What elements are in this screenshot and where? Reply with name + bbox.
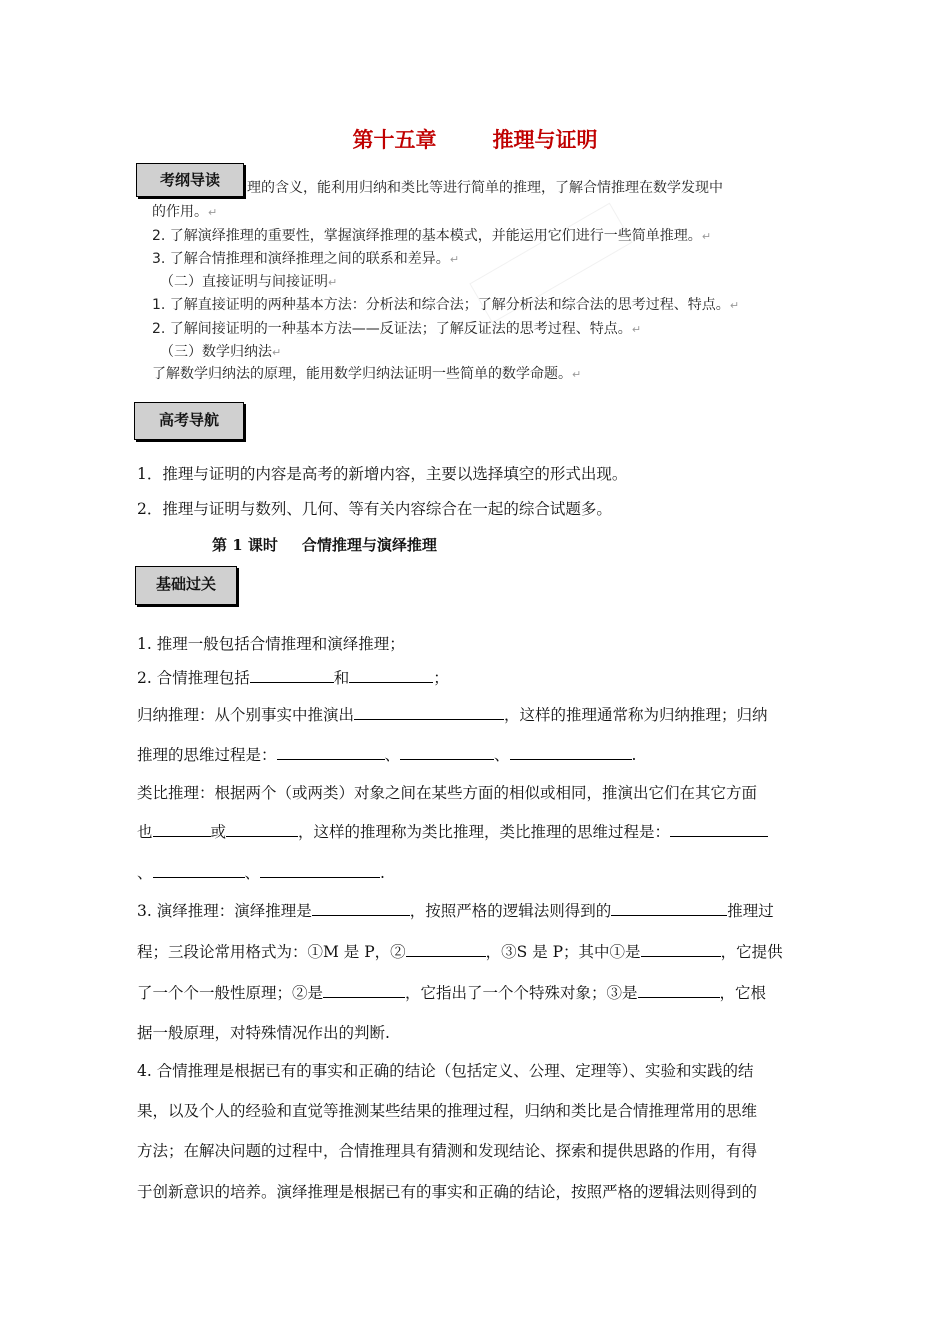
blank-field [250,667,334,683]
basic-q2-line3: 推理的思维过程是： 、 、 . [137,746,637,764]
blank-field [641,941,721,957]
blank-field [400,744,494,760]
blank-field [354,704,504,720]
basic-q3-line1: 3. 演绎推理：演绎推理是 ，按照严格的逻辑法则得到的 推理过 [137,902,774,920]
chapter-number: 第十五章 [352,128,437,152]
outline-line-2: 2. 了解演绎推理的重要性，掌握演绎推理的基本模式，并能运用它们进行一些简单推理。↵ [152,228,712,244]
chapter-topic: 推理与证明 [492,128,598,152]
blank-field [670,821,768,837]
basic-q2-line6: 、 、 . [137,864,385,882]
blank-field [638,982,720,998]
basic-q4-line3: 方法；在解决问题的过程中，合情推理具有猜测和发现结论、探索和提供思路的作用，有得 [137,1142,758,1160]
basic-q4-line4: 于创新意识的培养。演绎推理是根据已有的事实和正确的结论，按照严格的逻辑法则得到的 [137,1183,758,1201]
outline-heading: 考纲导读 [159,171,220,189]
basic-q2-line1: 2. 合情推理包括 和 ； [137,669,449,687]
nav-point-1: 1．推理与证明的内容是高考的新增内容，主要以选择填空的形式出现。 [137,465,628,483]
outline-section-2: （二）直接证明与间接证明↵ [160,274,338,290]
basic-q4-line1: 4. 合情推理是根据已有的事实和正确的结论（包括定义、公理、定理等）、实验和实践的结 [137,1062,754,1080]
outline-line-1b: 的作用。↵ [152,204,218,220]
lesson-title [212,534,437,555]
outline-line-3: 3. 了解合情推理和演绎推理之间的联系和差异。↵ [152,251,460,267]
outline-line-1a: 理的含义，能利用归纳和类比等进行简单的推理，了解合情推理在数学发现中 [247,180,723,196]
basic-heading: 基础过关 [155,575,216,593]
basic-heading-box [135,566,237,605]
nav-heading-box [134,402,244,440]
blank-field [323,982,405,998]
blank-field [260,862,380,878]
basic-q3-line3: 了一个个一般性原理；②是 ，它指出了一个个特殊对象；③是 ，它根 [137,984,767,1002]
basic-q1: 1. 推理一般包括合情推理和演绎推理； [137,635,405,653]
outline-line-6: 了解数学归纳法的原理，能用数学归纳法证明一些简单的数学命题。↵ [152,366,582,382]
blank-field [406,941,486,957]
blank-field [312,900,410,916]
blank-field [611,900,727,916]
outline-section-3: （三）数学归纳法↵ [160,344,282,360]
basic-q4-line2: 果，以及个人的经验和直觉等推测某些结果的推理过程，归纳和类比是合情推理常用的思维 [137,1102,758,1120]
chapter-title [0,124,950,154]
lesson-name: 合情推理与演绎推理 [301,536,437,554]
outline-line-4: 1. 了解直接证明的两种基本方法：分析法和综合法；了解分析法和综合法的思考过程、特点。↵ [152,297,740,313]
outline-heading-box [136,163,244,197]
blank-field [153,862,245,878]
lesson-number: 第 1 课时 [212,536,278,554]
basic-q3-line2: 程；三段论常用格式为：①M 是 P，② ，③S 是 P；其中①是 ，它提供 [137,943,783,961]
blank-field [277,744,385,760]
basic-q3-line4: 据一般原理，对特殊情况作出的判断. [137,1024,390,1042]
blank-field [153,821,211,837]
nav-heading: 高考导航 [158,411,219,429]
basic-q2-line2: 归纳推理：从个别事实中推演出 ，这样的推理通常称为归纳推理；归纳 [137,706,768,724]
outline-line-5: 2. 了解间接证明的一种基本方法——反证法；了解反证法的思考过程、特点。↵ [152,321,642,337]
blank-field [349,667,433,683]
blank-field [510,744,632,760]
blank-field [226,821,298,837]
nav-point-2: 2．推理与证明与数列、几何、等有关内容综合在一起的综合试题多。 [137,500,612,518]
basic-q2-line5: 也 或 ，这样的推理称为类比推理，类比推理的思维过程是： [137,820,768,842]
basic-q2-line4: 类比推理：根据两个（或两类）对象之间在某些方面的相似或相同，推演出它们在其它方面 [137,784,758,802]
